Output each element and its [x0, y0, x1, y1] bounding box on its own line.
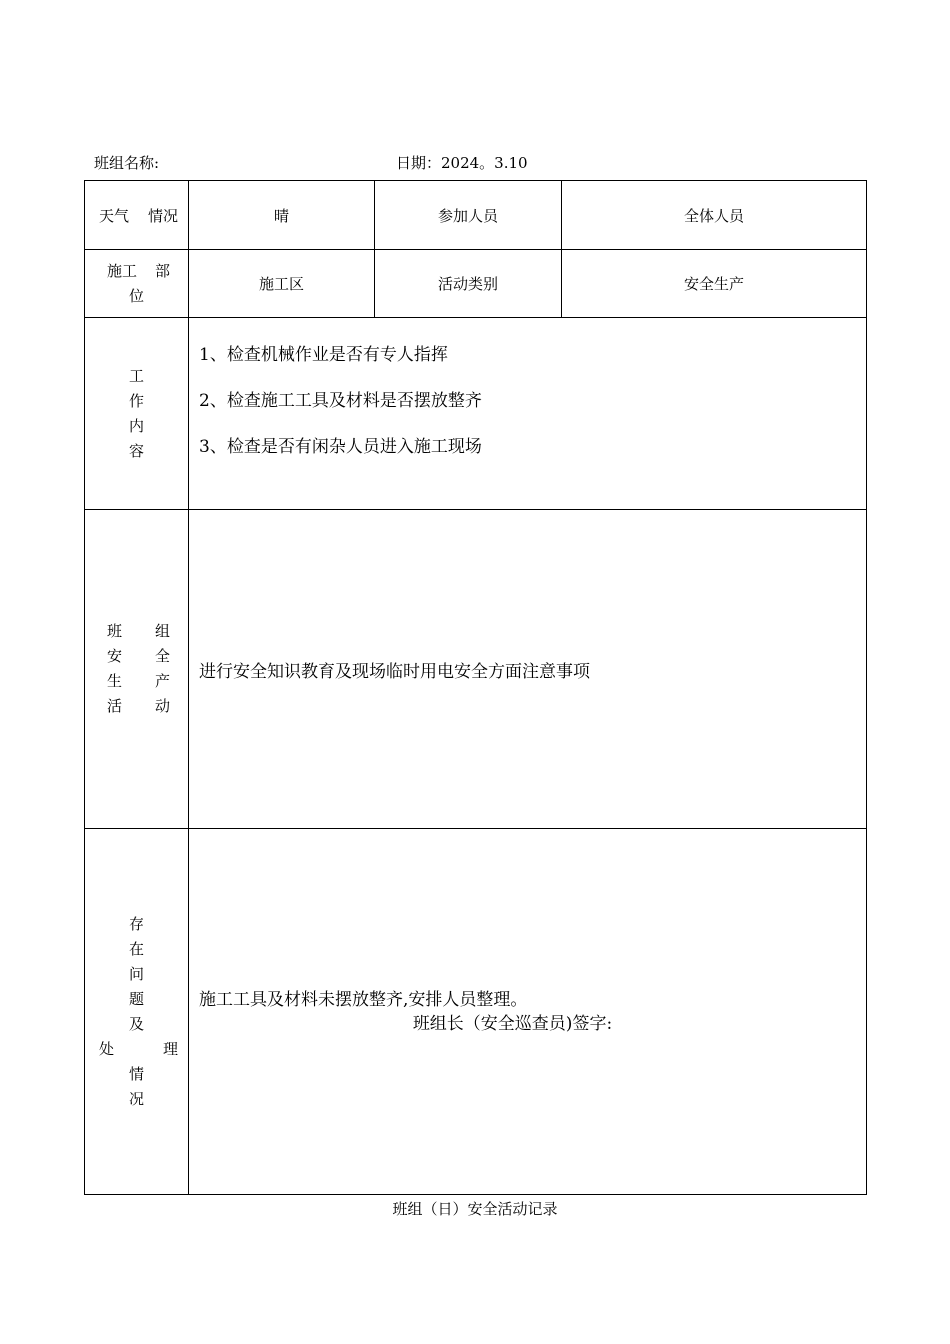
activity-type-value: 安全生产: [562, 250, 867, 318]
team-activity-row: [85, 510, 867, 829]
issues-cell: [189, 829, 867, 1195]
site-label-b: 部: [154, 261, 170, 280]
site-row: [85, 250, 867, 318]
work-content-row: [85, 318, 867, 510]
team-activity-label: 班 组 安 全 生 产 活 动: [85, 510, 189, 829]
signature-label: 班组长（安全巡查员)签字:: [412, 1013, 613, 1034]
issues-text: 施工工具及材料未摆放整齐,安排人员整理。: [199, 989, 528, 1010]
site-label-cell: [85, 250, 189, 318]
site-value: 施工区: [189, 250, 375, 318]
participants-value: 全体人员: [562, 181, 867, 250]
issues-row: [85, 829, 867, 1195]
weather-value: 晴: [189, 181, 375, 250]
weather-row: [85, 181, 867, 250]
date-label: 日期：2024。3.10: [396, 154, 528, 172]
participants-label: 参加人员: [375, 181, 562, 250]
team-name-label: 班组名称:: [94, 154, 160, 172]
site-label-c: 位: [128, 286, 144, 305]
work-content-label: 工 作 内 容: [85, 318, 189, 510]
issues-label: 存 在 问 题 及 处 理 情 况: [85, 829, 189, 1195]
work-item: 3、检查是否有闲杂人员进入施工现场: [199, 437, 482, 457]
work-item: 2、检查施工工具及材料是否摆放整齐: [199, 391, 482, 411]
weather-label-cell: [85, 181, 189, 250]
work-item: 1、检查机械作业是否有专人指挥: [199, 345, 448, 365]
record-title: 班组（日）安全活动记录: [392, 1200, 558, 1218]
activity-record-table: [84, 180, 867, 1195]
activity-type-label: 活动类别: [375, 250, 562, 318]
condition-label: 情况: [147, 206, 178, 225]
weather-label: 天气: [99, 206, 130, 225]
work-content-cell: [189, 318, 867, 510]
team-activity-text: 进行安全知识教育及现场临时用电安全方面注意事项: [189, 510, 867, 829]
site-label-a: 施工: [107, 261, 138, 280]
